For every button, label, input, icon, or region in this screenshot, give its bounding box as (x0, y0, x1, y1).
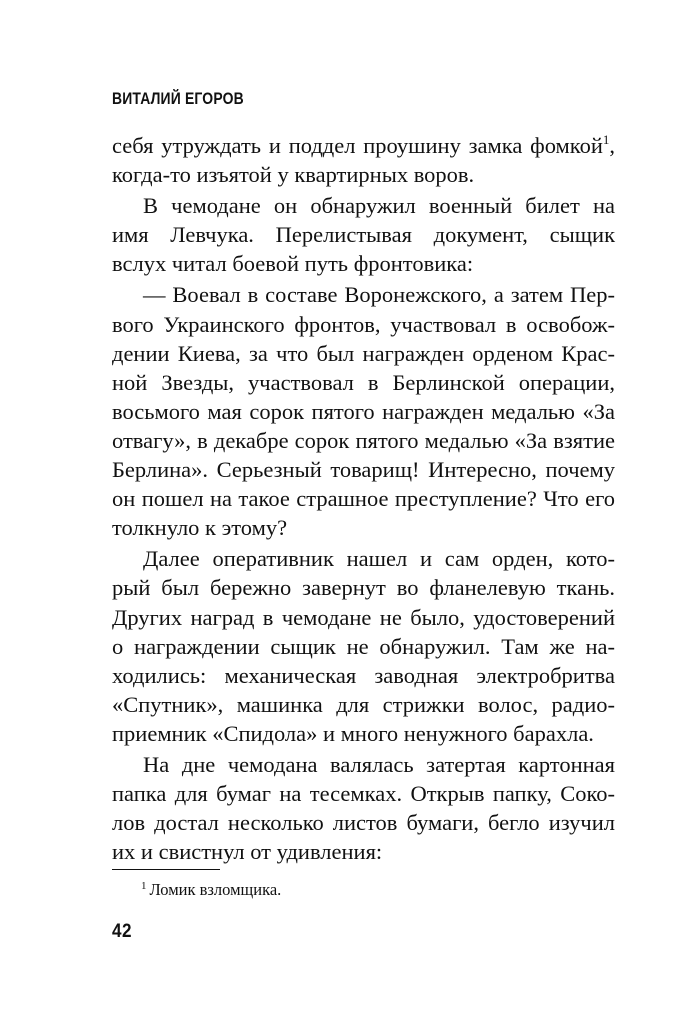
footnote (141, 880, 281, 900)
text-line-content: себя утруждать и поддел проушину замка фомкой (112, 133, 603, 158)
text-line-punctuation: , (609, 133, 615, 158)
footnote-text: Ломик взломщика. (149, 880, 282, 899)
text-line (112, 131, 615, 160)
page-number: 42 (112, 921, 132, 942)
running-header-author: ВИТАЛИЙ ЕГОРОВ (112, 89, 244, 108)
text-line: имя Левчука. Перелистывая документ, сыщик (112, 222, 615, 248)
text-line: На дне чемодана валялась затертая картонная (143, 751, 615, 777)
text-line: когда-то изъятой у квартирных воров. (112, 162, 475, 188)
text-line: толкнуло к этому? (112, 515, 288, 541)
text-line: В чемодане он обнаружил военный билет на (143, 193, 615, 219)
text-line: их и свистнул от удивления: (112, 839, 383, 865)
text-line: Других наград в чемодане не было, удостоверений (112, 604, 615, 630)
text-line: вого Украинского фронтов, участвовал в освобож- (112, 311, 615, 337)
text-line: он пошел на такое страшное преступление? Что его (112, 486, 615, 512)
text-line: Далее оперативник нашел и сам орден, кото- (143, 546, 615, 572)
text-line: ной Звезды, участвовал в Берлинской операции, (112, 369, 615, 395)
text-line: вслух читал боевой путь фронтовика: (112, 251, 474, 277)
text-line: рый был бережно завернут во фланелевую ткань. (112, 575, 615, 601)
text-line: о награждении сыщик не обнаружил. Там же на- (112, 633, 615, 659)
footnote-reference[interactable]: 1 (602, 132, 610, 147)
text-line: «Спутник», машинка для стрижки волос, радио- (112, 691, 615, 717)
text-line: Берлина». Серьезный товарищ! Интересно, почему (112, 457, 615, 483)
text-line: папка для бумаг на тесемках. Открыв папку, Соко- (112, 781, 615, 807)
text-line: ходились: механическая заводная электробритва (112, 662, 615, 688)
page-body-text (112, 131, 615, 866)
text-line: отвагу», в декабре сорок пятого медалью «За взятие (112, 427, 615, 453)
text-line: — Воевал в составе Воронежского, а затем Пер- (143, 282, 615, 308)
footnote-marker: 1 (141, 880, 147, 892)
text-line: лов достал несколько листов бумаги, бегло изучил (112, 810, 615, 836)
text-line: приемник «Спидола» и много ненужного барахла. (112, 720, 594, 746)
text-line: восьмого мая сорок пятого награжден медалью «За (112, 398, 615, 424)
text-line: дении Киева, за что был награжден орденом Крас- (112, 340, 615, 366)
footnote-separator (112, 869, 220, 870)
